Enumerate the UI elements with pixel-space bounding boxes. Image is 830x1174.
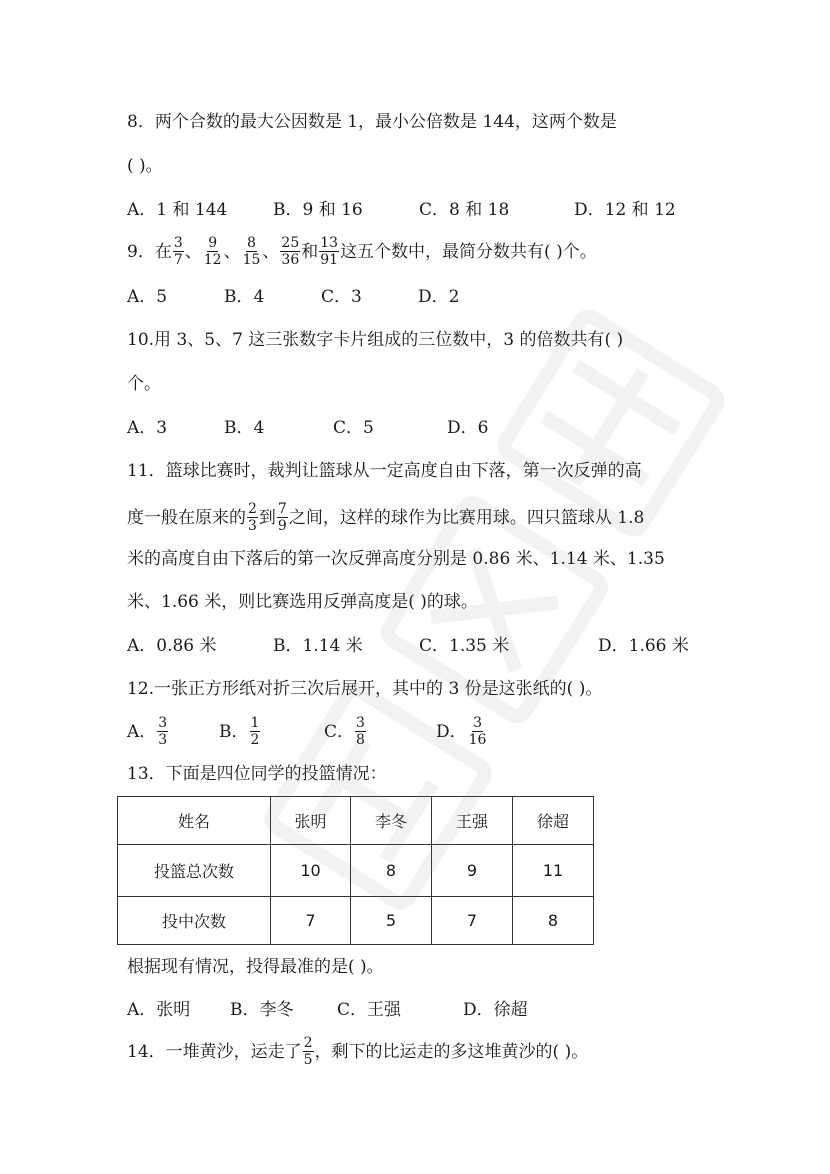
q9-fraction-1-num: 3 (173, 235, 183, 251)
q9-fraction-5-den: 91 (320, 252, 339, 268)
q10-option-c: C．5 (333, 418, 374, 438)
q14-fraction-den: 5 (303, 1052, 313, 1068)
q9-fraction-4-den: 36 (281, 252, 300, 268)
q14-pre: 14．一堆黄沙，运走了 (127, 1042, 302, 1062)
q11-option-d: D．1.66 米 (598, 636, 689, 656)
q12-option-c-fraction (355, 715, 366, 748)
q10-option-a: A．3 (127, 418, 168, 438)
q12-option-d-den: 16 (468, 732, 487, 748)
q10-options (127, 416, 547, 440)
q11-fraction-1 (247, 501, 258, 534)
q14-stem (127, 1035, 588, 1069)
q9-option-c: C．3 (321, 287, 362, 307)
q10-option-b: B．4 (224, 418, 265, 438)
q13-options (127, 998, 587, 1022)
q12-option-d-label: D． (436, 722, 467, 742)
q14-post: ，剩下的比运走的多这堆黄沙的( )。 (314, 1042, 589, 1062)
q11-option-a: A．0.86 米 (127, 636, 217, 656)
q9-fraction-5-num: 13 (320, 235, 339, 251)
table-cell: 11 (513, 845, 594, 897)
q9-sep-2: 、 (223, 242, 241, 262)
table-cell: 9 (432, 845, 513, 897)
q11-stem-line1: 11．篮球比赛时，裁判让篮球从一定高度自由下落，第一次反弹的高 (127, 461, 642, 481)
q12-option-a-label: A． (127, 722, 157, 742)
q11-option-c: C．1.35 米 (419, 636, 510, 656)
q8-stem-line1: 8．两个合数的最大公因数是 1，最小公倍数是 144，这两个数是 (127, 112, 617, 132)
q9-sep-1: 、 (184, 242, 202, 262)
q9-fraction-2-num: 9 (208, 235, 218, 251)
q14-fraction (303, 1035, 314, 1068)
q12-option-c-num: 3 (356, 715, 365, 731)
q9-option-d: D．2 (418, 287, 460, 307)
table-cell: 8 (513, 897, 594, 945)
q12-option-d-num: 3 (473, 715, 483, 731)
q8-stem-line2: ( )。 (127, 156, 163, 176)
q13-option-d: D．徐超 (463, 1000, 528, 1020)
q11-option-b: B．1.14 米 (273, 636, 363, 656)
q9-and: 和 (301, 242, 319, 262)
q13-option-a: A．张明 (127, 1000, 191, 1020)
q8-option-d: D．12 和 12 (574, 200, 676, 220)
table-cell: 7 (271, 897, 351, 945)
q9-suffix: 这五个数中，最简分数共有( )个。 (340, 242, 597, 262)
q11-fraction-1-num: 2 (248, 501, 257, 517)
q8-options (127, 198, 727, 222)
q12-stem: 12.一张正方形纸对折三次后展开，其中的 3 份是这张纸的( )。 (127, 679, 603, 699)
q9-fraction-3 (242, 235, 262, 268)
q8-option-b: B．9 和 16 (273, 200, 363, 220)
q11-fraction-1-den: 3 (248, 518, 257, 534)
q11-line2-post: 之间，这样的球作为比赛用球。四只篮球从 1.8 (288, 508, 645, 528)
q11-stem-line3: 米的高度自由下落后的第一次反弹高度分别是 0.86 米、1.14 米、1.35 (127, 549, 665, 569)
q14-fraction-num: 2 (303, 1035, 313, 1051)
q11-stem-line2 (127, 501, 644, 535)
q10-stem-line2: 个。 (127, 374, 161, 394)
table-header-cell: 姓名 (118, 797, 271, 845)
q11-fraction-2 (277, 501, 288, 534)
q11-options (127, 634, 707, 658)
q11-fraction-2-den: 9 (277, 518, 287, 534)
q10-option-d: D．6 (447, 418, 489, 438)
table-cell: 5 (351, 897, 432, 945)
q8-option-c: C．8 和 18 (419, 200, 510, 220)
q13-option-c: C．王强 (337, 1000, 402, 1020)
table-cell: 8 (351, 845, 432, 897)
q9-stem (127, 236, 597, 266)
q9-fraction-3-num: 8 (247, 235, 256, 251)
q12-option-a (127, 714, 169, 750)
q9-option-b: B．4 (224, 287, 265, 307)
q11-stem-line4: 米、1.66 米，则比赛选用反弹高度是( )的球。 (127, 592, 478, 612)
q11-fraction-2-num: 7 (277, 501, 287, 517)
shooting-stats-table (117, 796, 594, 945)
q13-option-b: B．李冬 (230, 1000, 294, 1020)
q9-fraction-3-den: 15 (242, 252, 261, 268)
q12-option-b-num: 1 (250, 715, 260, 731)
table-header-row (118, 797, 594, 845)
q11-line2-mid: 到 (258, 508, 276, 528)
table-cell: 10 (271, 845, 351, 897)
q12-option-c-label: C． (324, 722, 355, 742)
q9-option-a: A．5 (127, 287, 168, 307)
q12-option-d (436, 714, 488, 750)
q12-option-a-num: 3 (158, 715, 168, 731)
q9-fraction-1-den: 7 (173, 252, 183, 268)
q10-stem-line1: 10.用 3、5、7 这三张数字卡片组成的三位数中，3 的倍数共有( ) (127, 330, 624, 350)
q12-options (127, 714, 527, 750)
table-header-cell: 徐超 (513, 797, 594, 845)
q12-option-b (219, 714, 261, 750)
table-cell: 投篮总次数 (118, 845, 271, 897)
q9-fraction-1 (173, 235, 184, 268)
table-row (118, 845, 594, 897)
q12-option-b-fraction (250, 715, 261, 748)
q12-option-b-den: 2 (250, 732, 260, 748)
q12-option-a-fraction (157, 715, 168, 748)
q12-option-c (324, 714, 367, 750)
q11-line2-pre: 度一般在原来的 (127, 508, 246, 528)
q9-sep-3: 、 (262, 242, 280, 262)
q13-stem: 13．下面是四位同学的投篮情况： (127, 764, 387, 784)
q9-fraction-2 (203, 235, 223, 268)
table-header-cell: 李冬 (351, 797, 432, 845)
table-cell: 7 (432, 897, 513, 945)
q9-prefix: 9．在 (127, 242, 172, 262)
q9-fraction-2-den: 12 (203, 252, 222, 268)
q8-option-a: A．1 和 144 (127, 200, 228, 220)
table-header-cell: 王强 (432, 797, 513, 845)
q9-fraction-5 (319, 235, 339, 268)
q9-fraction-4 (280, 235, 300, 268)
q9-fraction-4-num: 25 (281, 235, 300, 251)
q12-option-b-label: B． (219, 722, 249, 742)
q12-option-a-den: 3 (158, 732, 168, 748)
q13-question: 根据现有情况，投得最准的是( )。 (127, 957, 384, 977)
q12-option-d-fraction (468, 715, 488, 748)
table-cell: 投中次数 (118, 897, 271, 945)
q9-options (127, 285, 527, 309)
q12-option-c-den: 8 (356, 732, 365, 748)
table-header-cell: 张明 (271, 797, 351, 845)
table-row (118, 897, 594, 945)
